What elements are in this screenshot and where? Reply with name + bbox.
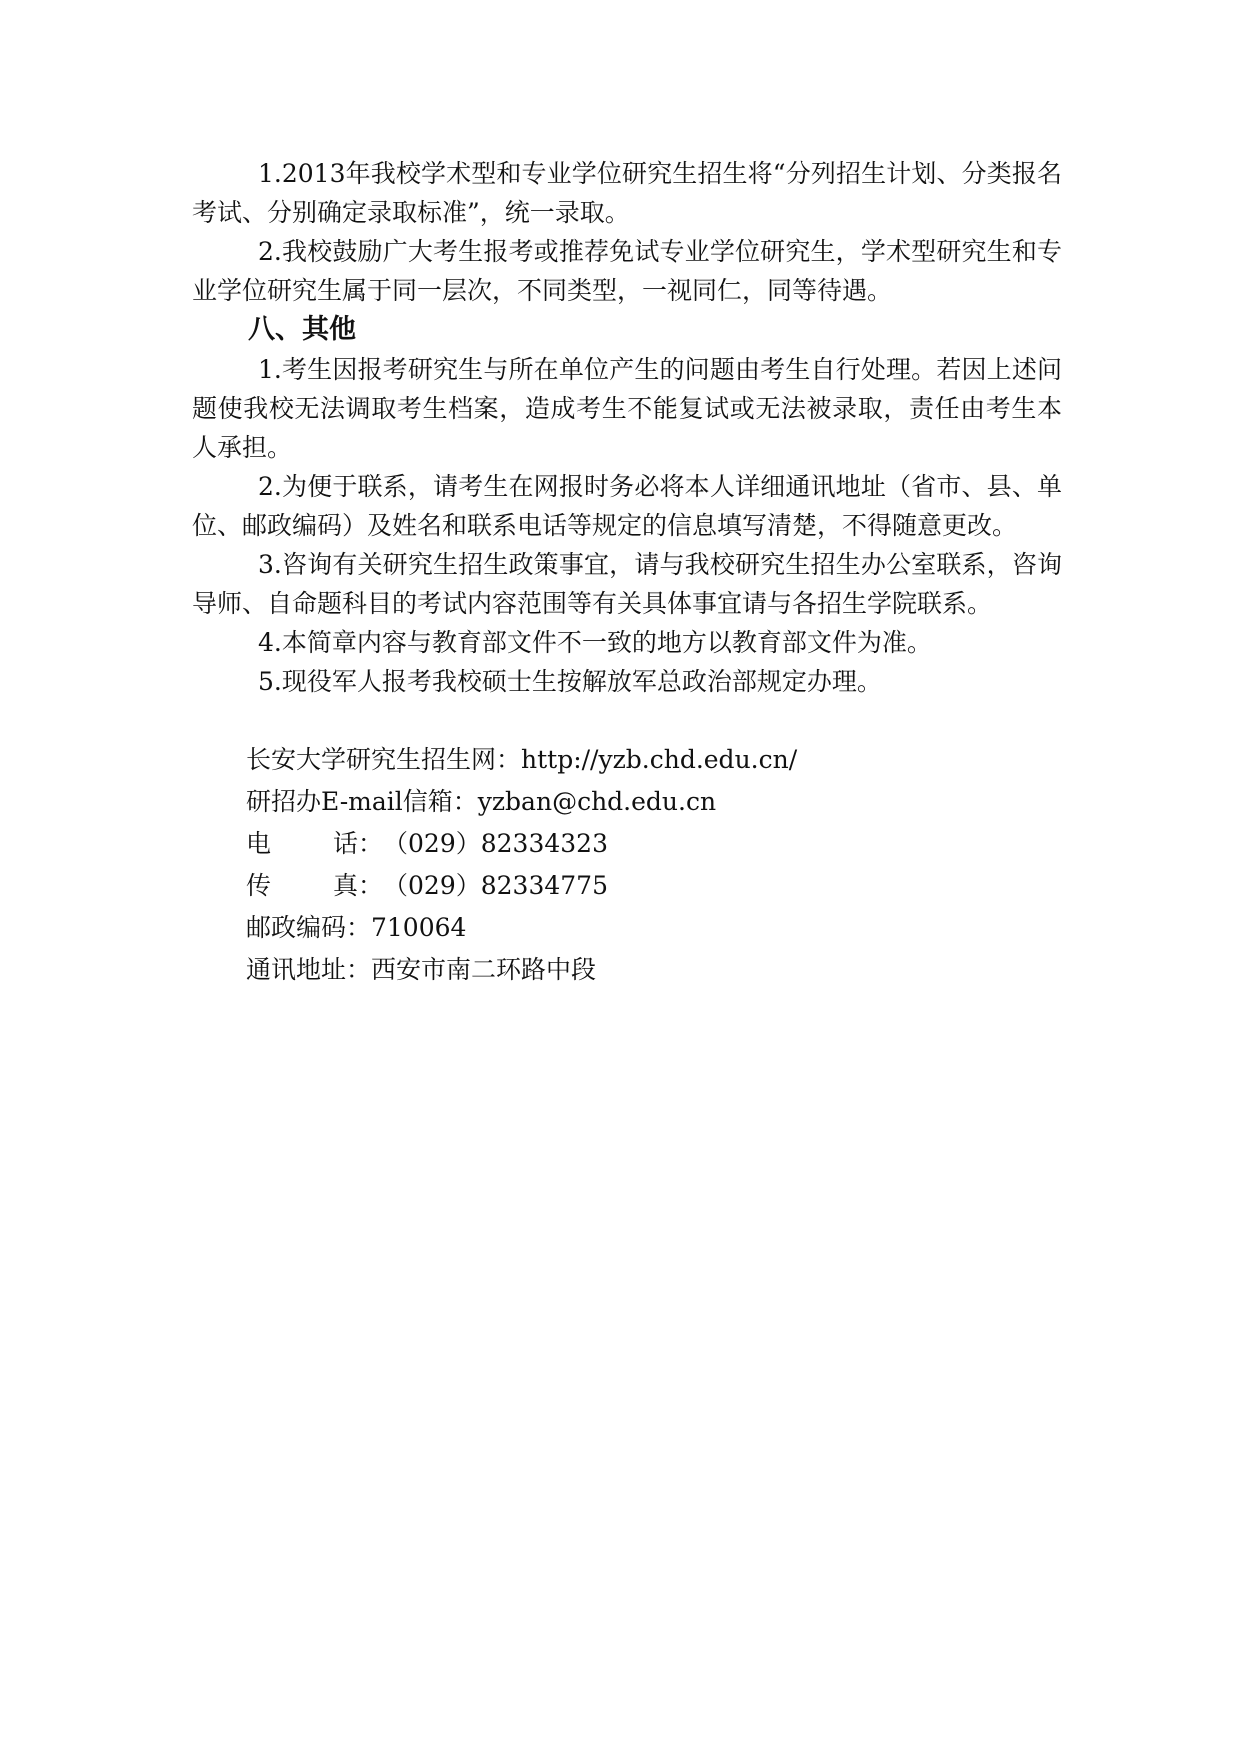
contact-fax-label-char2: 真： — [333, 871, 384, 900]
contact-block — [192, 739, 1062, 991]
contact-fax — [192, 865, 1062, 907]
contact-fax-label-char1: 传 — [246, 871, 272, 900]
contact-email: 研招办E-mail信箱：yzban@chd.edu.cn — [246, 787, 717, 816]
contact-phone-label-char2: 话： — [333, 829, 384, 858]
section-item-5: 5.现役军人报考我校硕士生按解放军总政治部规定办理。 — [258, 667, 882, 696]
document-body — [192, 154, 1062, 991]
contact-phone-label-char1: 电 — [246, 829, 272, 858]
contact-address: 通讯地址：西安市南二环路中段 — [246, 955, 597, 984]
section-item-2: 2.为便于联系，请考生在网报时务必将本人详细通讯地址（省市、县、单位、邮政编码）及姓名和联系电话等规定的信息填写清楚，不得随意更改。 — [192, 472, 1062, 540]
contact-spacer — [192, 701, 1062, 739]
contact-phone — [192, 823, 1062, 865]
section-item-1: 1.考生因报考研究生与所在单位产生的问题由考生自行处理。若因上述问题使我校无法调取考生档案，造成考生不能复试或无法被录取，责任由考生本人承担。 — [192, 355, 1062, 462]
section-item-4: 4.本简章内容与教育部文件不一致的地方以教育部文件为准。 — [258, 628, 932, 657]
intro-paragraph-2: 2.我校鼓励广大考生报考或推荐免试专业学位研究生，学术型研究生和专业学位研究生属于同一层次，不同类型，一视同仁，同等待遇。 — [192, 237, 1062, 305]
contact-website: 长安大学研究生招生网：http://yzb.chd.edu.cn/ — [246, 745, 798, 774]
intro-paragraph-1: 1.2013年我校学术型和专业学位研究生招生将“分列招生计划、分类报名考试、分别确定录取标准”，统一录取。 — [192, 159, 1062, 227]
contact-phone-value: （029）82334323 — [383, 829, 608, 858]
section-item-3: 3.咨询有关研究生招生政策事宜，请与我校研究生招生办公室联系，咨询导师、自命题科目的考试内容范围等有关具体事宜请与各招生学院联系。 — [192, 550, 1062, 618]
contact-fax-value: （029）82334775 — [383, 871, 608, 900]
section-heading-other: 八、其他 — [248, 314, 356, 345]
contact-postcode: 邮政编码：710064 — [246, 913, 467, 942]
